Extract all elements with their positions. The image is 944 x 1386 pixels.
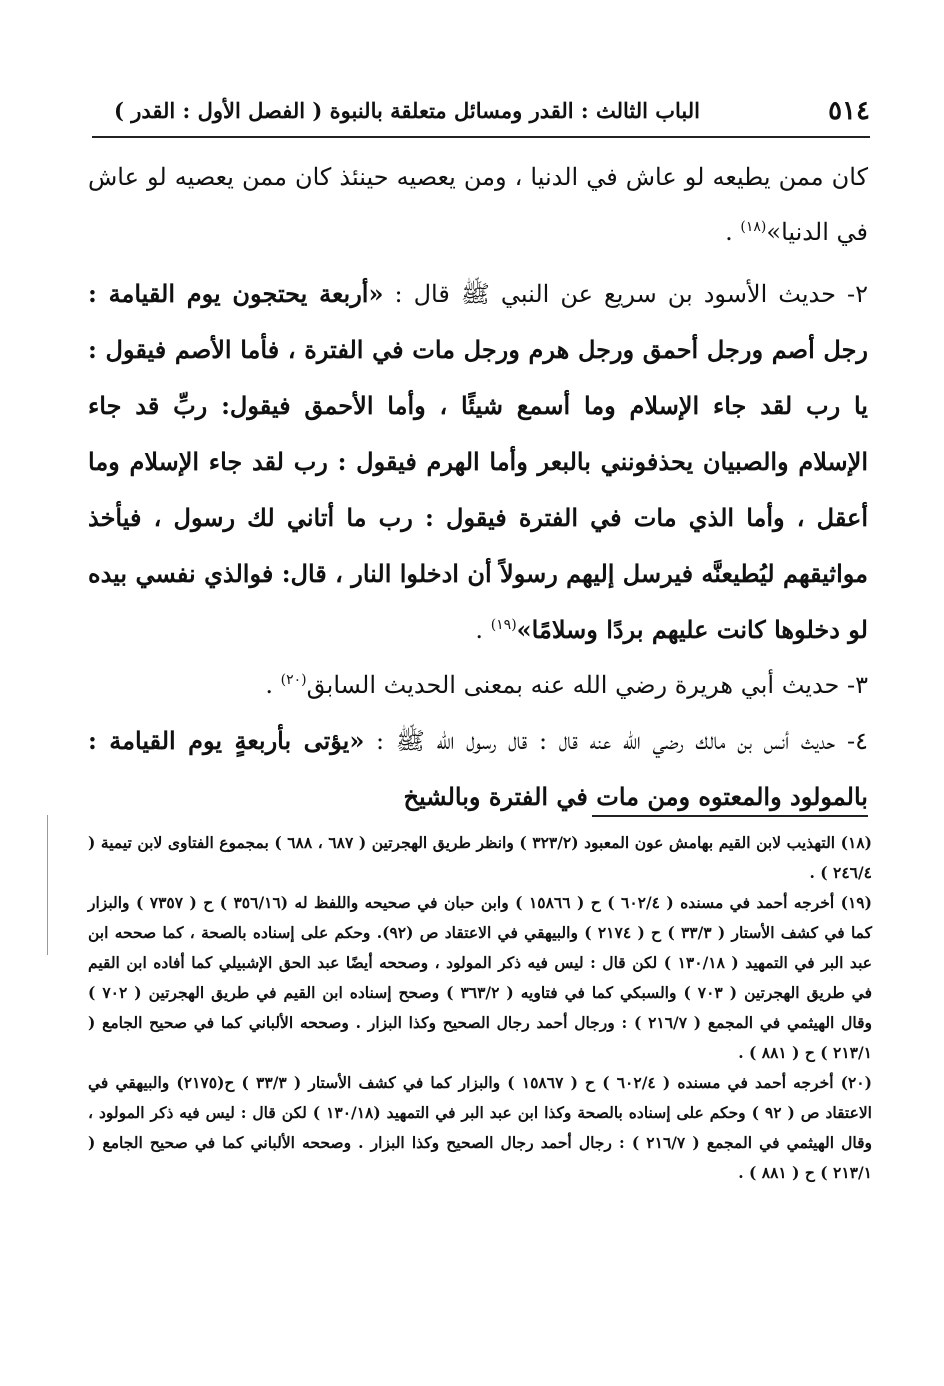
footnote-divider: [592, 815, 868, 817]
paragraph-4: [88, 713, 868, 825]
footnote-20: (٢٠) أخرجه أحمد في مسنده ( ٦٠٢/٤ ) ح ( ١٥٨٦٧ ) والبزار كما في كشف الأستار ( ٣٣/٣ ) ح(٢١٧٥) والبيهقي في الاعتقاد ص ( ٩٢ ) وحكم على إسناده بالصحة وكذا ابن عبد البر في التمهيد (١٣٠/١٨ ) لكن قال : ليس فيه ذكر المولود ، وقال الهيثمي في المجمع ( ٢١٦/٧ ) : رجال أحمد رجال الصحيح وكذا البزار . وصححه الألباني كما في صحيح الجامع ( ٢١٣/١ ) ح ( ٨٨١ ) .: [88, 1073, 873, 1182]
footnote-ref-19: (١٩): [490, 617, 517, 633]
paragraph-1-end: .: [725, 218, 741, 246]
paragraph-4-hadith: «يؤتى بأربعةٍ يوم القيامة : بالمولود والمعتوه ومن مات في الفترة وبالشيخ: [88, 726, 868, 811]
paragraph-3: [88, 658, 868, 713]
paragraph-2: [88, 266, 868, 658]
page-header: [92, 92, 870, 138]
paragraph-1-text: كان ممن يطيعه لو عاش في الدنيا ، ومن يعصيه حينئذ كان ممن يعصيه لو عاش في الدنيا»: [88, 163, 869, 246]
paragraph-2-end: .: [475, 616, 491, 644]
paragraph-3-end: .: [265, 671, 281, 699]
running-title: الباب الثالث : القدر ومسائل متعلقة بالنبوة ( الفصل الأول : القدر ): [113, 98, 700, 123]
footnote-19: (١٩) أخرجه أحمد في مسنده ( ٦٠٢/٤ ) ح ( ١٥٨٦٦ ) وابن حبان في صحيحه واللفظ له (٣٥٦/١٦ ) ح ( ٧٣٥٧ ) والبزار كما في كشف الأستار ( ٣٣/٣ ) ح ( ٢١٧٤ ) والبيهقي في الاعتقاد ص (٩٢). وحكم على إسناده بالصحة ، كما صححه ابن عبد البر في التمهيد ( ١٣٠/١٨ ) لكن قال : ليس فيه ذكر المولود ، وصححه أيضًا عبد الحق الإشبيلي كما أفاده ابن القيم في طريق الهجرتين ( ٧٠٣ ) والسبكي كما في فتاويه ( ٣٦٣/٢ ) وصحح إسناده ابن القيم في طريق الهجرتين ( ٧٠٢ ) وقال الهيثمي في المجمع ( ٢١٦/٧ ) : ورجال أحمد رجال الصحيح وكذا البزار . وصححه الألباني كما في صحيح الجامع ( ٢١٣/١ ) ح ( ٨٨١ ) .: [88, 893, 873, 1062]
paragraph-2-hadith: «أربعة يحتجون يوم القيامة : رجل أصم ورجل أحمق ورجل هرم ورجل مات في الفترة ، فأما الأصم فيقول : يا رب لقد جاء الإسلام وما أسمع شيئًا ، وأما الأحمق فيقول: ربِّ قد جاء الإسلام والصبيان يحذفونني بالبعر وأما الهرم فيقول : رب لقد جاء الإسلام وما أعقل ، وأما الذي مات في الفترة فيقول : رب ما أتاني لك رسول ، فيأخذ مواثيقهم ليُطيعنَّه فيرسل إليهم رسولاً أن ادخلوا النار ، قال: فوالذي نفسي بيده لو دخلوها كانت عليهم بردًا وسلامًا»: [88, 279, 868, 644]
footnote-18: (١٨) التهذيب لابن القيم بهامش عون المعبود (٣٢٣/٢ ) وانظر طريق الهجرتين ( ٦٨٧ ، ٦٨٨ ) بمجموع الفتاوى لابن تيمية ( ٢٤٦/٤ ) .: [88, 833, 872, 882]
footnote-ref-20: (٢٠): [280, 672, 307, 688]
footnotes: [88, 828, 872, 1188]
paragraph-3-text: ٣- حديث أبي هريرة رضي الله عنه بمعنى الحديث السابق: [306, 671, 868, 699]
paragraph-4-intro: ٤- حديث أنس بن مالك رضي الله عنه قال : قال رسول الله ﷺ :: [364, 727, 868, 755]
paragraph-1: [88, 150, 868, 260]
main-text: [88, 150, 868, 825]
margin-line: [47, 815, 48, 955]
page-number: ٥١٤: [828, 96, 870, 126]
footnote-ref-18: (١٨): [740, 219, 767, 235]
paragraph-2-intro: ٢- حديث الأسود بن سريع عن النبي ﷺ قال :: [383, 280, 868, 308]
